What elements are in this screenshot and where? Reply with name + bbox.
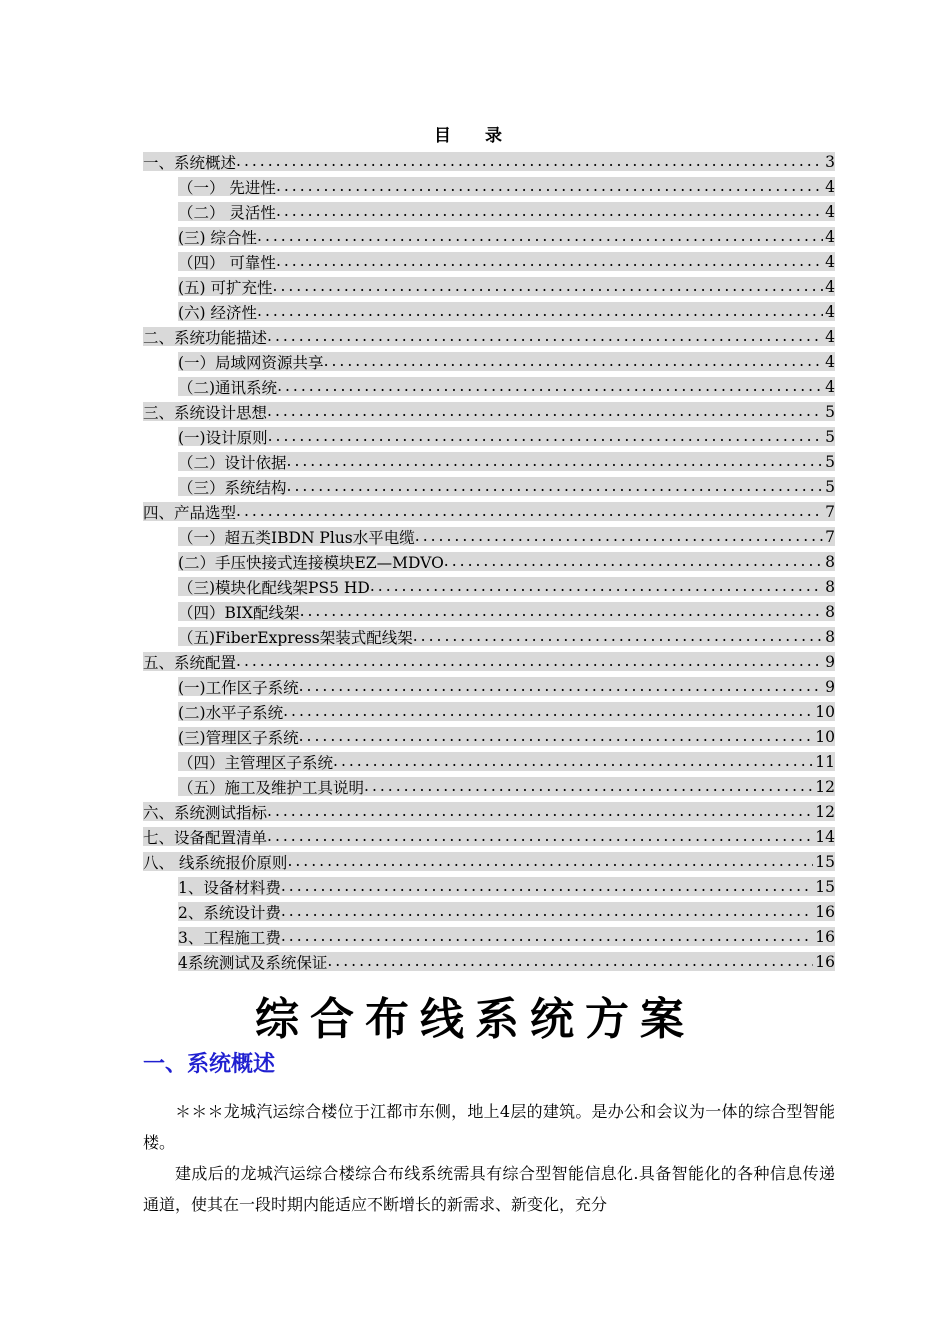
toc-page-number: 10	[815, 727, 835, 746]
toc-entry-label: 五、系统配置	[143, 653, 237, 671]
toc-entry-highlight	[178, 727, 835, 746]
toc-leader-dots	[236, 502, 823, 521]
toc-entry-label: （三)模块化配线架PS5 HD	[178, 578, 370, 596]
toc-leader-dots	[283, 702, 813, 721]
toc-entry[interactable]	[143, 349, 835, 374]
toc-entry-label: (六) 经济性	[178, 303, 258, 321]
toc-leader-dots	[300, 602, 824, 621]
toc-entry-highlight	[143, 502, 835, 521]
toc-entry-label: (五) 可扩充性	[178, 278, 273, 296]
toc-entry[interactable]	[143, 224, 835, 249]
toc-page-number: 4	[825, 252, 835, 271]
toc-entry-label: （四）BIX配线架	[178, 603, 300, 621]
toc-entry-highlight	[178, 777, 835, 796]
toc-leader-dots	[257, 302, 823, 321]
toc-entry-highlight	[143, 152, 835, 171]
toc-entry-label: （四） 可靠性	[178, 253, 276, 271]
toc-entry-highlight	[178, 302, 835, 321]
toc-entry[interactable]	[143, 324, 835, 349]
toc-entry[interactable]	[143, 499, 835, 524]
toc-leader-dots	[281, 877, 813, 896]
toc-page-number: 8	[825, 627, 835, 646]
toc-page-number: 5	[825, 452, 835, 471]
toc-entry-highlight	[143, 827, 835, 846]
toc-leader-dots	[287, 852, 813, 871]
toc-entry[interactable]	[143, 624, 835, 649]
toc-entry-label: 四、产品选型	[143, 503, 237, 521]
section-heading: 一、系统概述	[143, 1052, 276, 1077]
toc-entry-highlight	[178, 227, 835, 246]
toc-leader-dots	[276, 202, 823, 221]
toc-leader-dots	[287, 452, 824, 471]
toc-entry-label: (二)水平子系统	[178, 703, 284, 721]
toc-entry[interactable]	[143, 424, 835, 449]
document-title: 综合布线系统方案	[255, 994, 695, 1045]
toc-leader-dots	[267, 402, 823, 421]
toc-entry[interactable]	[143, 849, 835, 874]
toc-page-number: 14	[815, 827, 835, 846]
toc-leader-dots	[299, 677, 824, 696]
toc-entry[interactable]	[143, 899, 835, 924]
toc-entry-label: 七、设备配置清单	[143, 828, 268, 846]
toc-entry[interactable]	[143, 199, 835, 224]
toc-leader-dots	[257, 227, 823, 246]
toc-entry[interactable]	[143, 399, 835, 424]
toc-page-number: 4	[825, 277, 835, 296]
toc-entry-label: （二） 灵活性	[178, 203, 276, 221]
toc-leader-dots	[268, 427, 824, 446]
body-paragraph: 建成后的龙城汽运综合楼综合布线系统需具有综合型智能信息化.具备智能化的各种信息传递通道，使其在一段时期内能适应不断增长的新需求、新变化，充分	[143, 1164, 835, 1214]
toc-page-number: 4	[825, 327, 835, 346]
toc-page-number: 8	[825, 577, 835, 596]
toc-leader-dots	[281, 927, 813, 946]
toc-page-number: 11	[815, 752, 835, 771]
toc-entry-label: （四）主管理区子系统	[178, 753, 334, 771]
toc-entry-highlight	[143, 327, 835, 346]
toc-entry-label: 3、工程施工费	[178, 928, 281, 946]
toc-entry-highlight	[178, 752, 835, 771]
toc-page-number: 9	[825, 677, 835, 696]
toc-entry[interactable]	[143, 249, 835, 274]
toc-entry-label: （五）施工及维护工具说明	[178, 778, 365, 796]
toc-entry-label: (一)设计原则	[178, 428, 268, 446]
toc-entry-label: 4系统测试及系统保证	[178, 953, 328, 971]
toc-leader-dots	[364, 777, 813, 796]
toc-entry-label: (一)工作区子系统	[178, 678, 299, 696]
toc-page-number: 16	[815, 952, 835, 971]
toc-entry-highlight	[143, 652, 835, 671]
table-of-contents	[143, 149, 835, 974]
body-paragraph: ＊＊＊龙城汽运综合楼位于江都市东侧，地上4层的建筑。是办公和会议为一体的综合型智能楼。	[143, 1102, 835, 1152]
toc-entry-label: (三)管理区子系统	[178, 728, 299, 746]
toc-entry-label: 1、设备材料费	[178, 878, 281, 896]
toc-leader-dots	[267, 802, 813, 821]
toc-leader-dots	[281, 902, 813, 921]
toc-entry[interactable]	[143, 149, 835, 174]
toc-entry-label: （二）设计依据	[178, 453, 287, 471]
toc-page-number: 4	[825, 352, 835, 371]
toc-entry[interactable]	[143, 749, 835, 774]
toc-entry[interactable]	[143, 874, 835, 899]
toc-entry-label: （二)通讯系统	[178, 378, 278, 396]
toc-entry[interactable]	[143, 774, 835, 799]
toc-leader-dots	[333, 752, 813, 771]
toc-entry[interactable]	[143, 699, 835, 724]
toc-page-number: 4	[825, 227, 835, 246]
toc-entry-label: （五)FiberExpress架装式配线架	[178, 628, 413, 646]
toc-page-number: 10	[815, 702, 835, 721]
toc-page-number: 15	[815, 877, 835, 896]
toc-entry-highlight	[143, 402, 835, 421]
toc-leader-dots	[277, 377, 823, 396]
toc-entry-label: 二、系统功能描述	[143, 328, 268, 346]
toc-entry-highlight	[143, 802, 835, 821]
toc-entry-highlight	[178, 527, 835, 546]
toc-page-number: 4	[825, 302, 835, 321]
toc-entry[interactable]	[143, 949, 835, 974]
toc-page-number: 12	[815, 802, 835, 821]
toc-entry[interactable]	[143, 174, 835, 199]
toc-page-number: 16	[815, 927, 835, 946]
toc-entry-highlight	[178, 277, 835, 296]
toc-entry-highlight	[178, 352, 835, 371]
toc-entry[interactable]	[143, 374, 835, 399]
toc-entry[interactable]	[143, 674, 835, 699]
toc-entry[interactable]	[143, 924, 835, 949]
toc-title: 目 录	[434, 126, 516, 146]
toc-entry-label: (一）局域网资源共享	[178, 353, 324, 371]
toc-page-number: 8	[825, 552, 835, 571]
toc-entry-highlight	[178, 477, 835, 496]
toc-leader-dots	[236, 152, 823, 171]
toc-page-number: 5	[825, 427, 835, 446]
toc-entry-highlight	[178, 252, 835, 271]
toc-page-number: 7	[825, 527, 835, 546]
toc-page-number: 8	[825, 602, 835, 621]
toc-page-number: 5	[825, 477, 835, 496]
toc-leader-dots	[276, 177, 823, 196]
toc-leader-dots	[287, 477, 824, 496]
toc-entry-highlight	[178, 877, 835, 896]
toc-entry[interactable]	[143, 599, 835, 624]
toc-leader-dots	[267, 327, 823, 346]
toc-entry-highlight	[178, 452, 835, 471]
toc-leader-dots	[236, 652, 823, 671]
toc-entry[interactable]	[143, 799, 835, 824]
toc-page-number: 9	[825, 652, 835, 671]
toc-leader-dots	[267, 827, 813, 846]
toc-leader-dots	[299, 727, 814, 746]
toc-entry-highlight	[178, 427, 835, 446]
toc-leader-dots	[413, 627, 823, 646]
toc-entry[interactable]	[143, 549, 835, 574]
toc-entry-label: （一） 先进性	[178, 178, 276, 196]
toc-entry-highlight	[178, 902, 835, 921]
toc-entry[interactable]	[143, 649, 835, 674]
toc-entry-label: （三）系统结构	[178, 478, 287, 496]
toc-entry-label: (三) 综合性	[178, 228, 258, 246]
toc-page-number: 7	[825, 502, 835, 521]
toc-entry[interactable]	[143, 474, 835, 499]
toc-entry-highlight	[178, 602, 835, 621]
toc-entry-highlight	[178, 927, 835, 946]
toc-entry[interactable]	[143, 299, 835, 324]
toc-entry-highlight	[178, 377, 835, 396]
toc-entry-highlight	[178, 202, 835, 221]
toc-entry-highlight	[178, 952, 835, 971]
toc-entry-label: 八、 线系统报价原则	[143, 853, 288, 871]
toc-leader-dots	[324, 352, 824, 371]
toc-leader-dots	[444, 552, 823, 571]
toc-leader-dots	[415, 527, 823, 546]
toc-entry[interactable]	[143, 574, 835, 599]
toc-entry-label: 三、系统设计思想	[143, 403, 268, 421]
toc-entry-highlight	[178, 552, 835, 571]
toc-entry-label: 一、系统概述	[143, 153, 237, 171]
toc-entry[interactable]	[143, 724, 835, 749]
toc-leader-dots	[327, 952, 813, 971]
toc-entry-label: 六、系统测试指标	[143, 803, 268, 821]
toc-leader-dots	[276, 252, 823, 271]
toc-entry[interactable]	[143, 824, 835, 849]
toc-entry-highlight	[178, 702, 835, 721]
toc-entry[interactable]	[143, 274, 835, 299]
toc-page-number: 4	[825, 377, 835, 396]
toc-page-number: 4	[825, 202, 835, 221]
toc-page-number: 16	[815, 902, 835, 921]
toc-entry-label: (二）手压快接式连接模块EZ—MDVO	[178, 553, 444, 571]
toc-entry-label: （一）超五类IBDN Plus水平电缆	[178, 528, 415, 546]
toc-entry-highlight	[178, 177, 835, 196]
toc-entry-highlight	[143, 852, 835, 871]
toc-leader-dots	[273, 277, 824, 296]
toc-page-number: 12	[815, 777, 835, 796]
toc-page-number: 5	[825, 402, 835, 421]
toc-entry-highlight	[178, 577, 835, 596]
toc-entry[interactable]	[143, 449, 835, 474]
toc-entry[interactable]	[143, 524, 835, 549]
toc-entry-highlight	[178, 627, 835, 646]
toc-page-number: 15	[815, 852, 835, 871]
toc-page-number: 4	[825, 177, 835, 196]
toc-entry-highlight	[178, 677, 835, 696]
toc-page-number: 3	[825, 152, 835, 171]
toc-leader-dots	[370, 577, 823, 596]
toc-entry-label: 2、系统设计费	[178, 903, 281, 921]
